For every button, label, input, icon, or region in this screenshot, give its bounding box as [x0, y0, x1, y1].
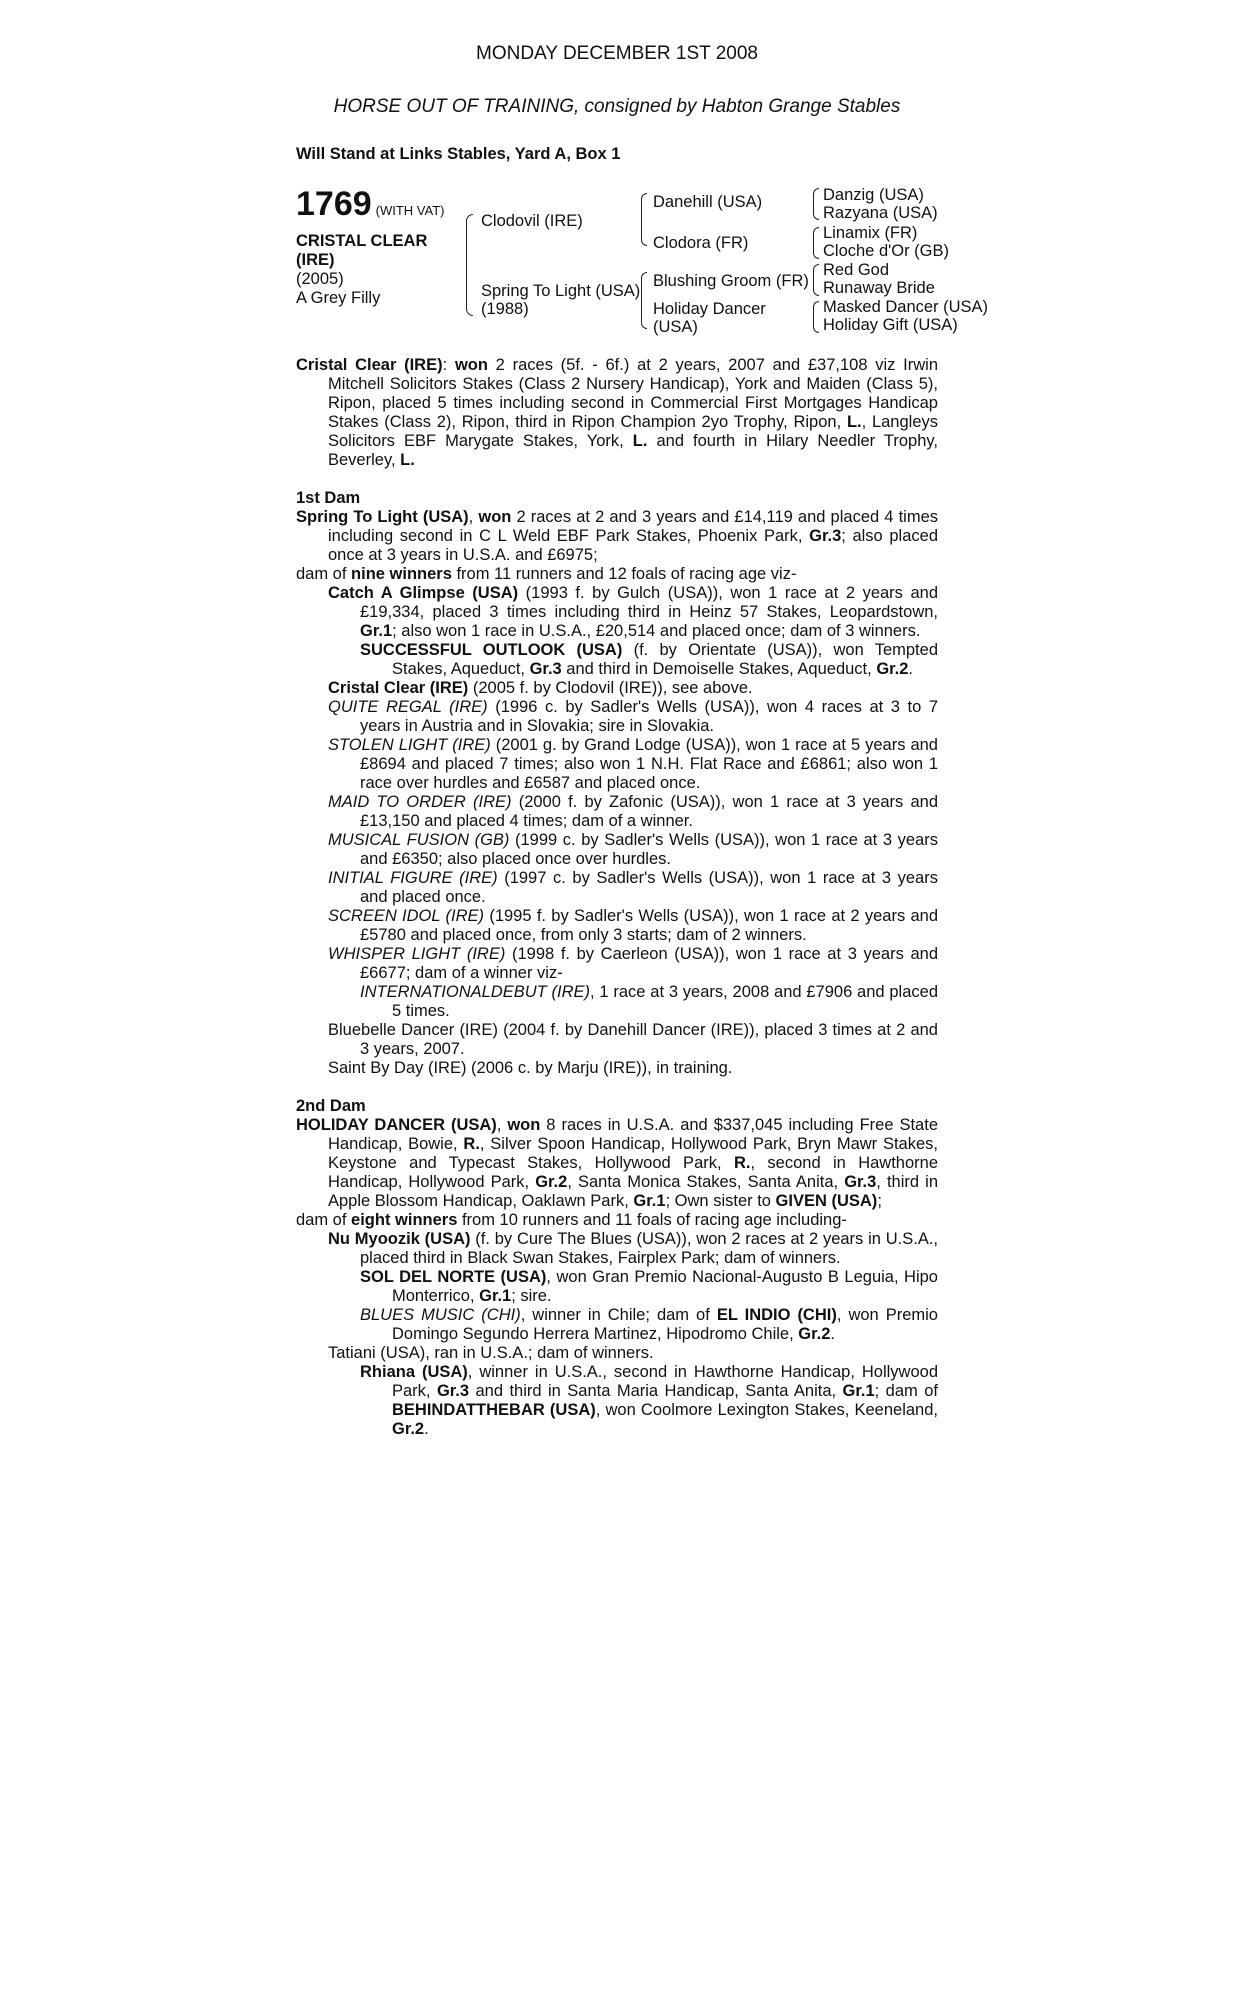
sister-name: GIVEN (USA) [775, 1192, 878, 1210]
record-text1: 2 races (5f. - 6f.) at 2 years, 2007 and £37,108 viz Irwin Mitchell Solicitors Stakes (Class 2 Nursery Handicap), York and Maiden (Class 5), Ripon, placed 5 times including second in Commercial First Mortgages Handicap Stakes (Class 2), Ripon, third in Ripon Champion 2yo Trophy, Ripon, [328, 356, 938, 431]
produce-entry [360, 1268, 938, 1306]
horse-name-line2: (IRE) [296, 251, 335, 269]
produce-text: . [424, 1420, 429, 1438]
produce-name: MUSICAL FUSION (GB) [328, 831, 510, 849]
record-text: 8 races in U.S.A. and $337,045 including Free State Handicap, Bowie, [328, 1116, 938, 1153]
produce-entry [360, 983, 938, 1021]
pedigree-sds: Linamix (FR) [823, 224, 918, 242]
produce-entry: Saint By Day (IRE) (2006 c. by Marju (IRE)), in training. [328, 1059, 733, 1077]
second-dam-won: won [507, 1116, 541, 1134]
second-dam-record: HOLIDAY DANCER (USA), won 8 races in U.S.A. and $337,045 including Free State Handicap, Bowie, R., Silver Spoon Handicap, Hollywood Park, Bryn Mawr Stakes, Keystone and Typecast Stakes, Hollywood Park, R., second in Hawthorne Handicap, Hollywood Park, Gr.2, Santa Monica Stakes, Santa Anita, Gr.3, third in Apple Blossom Handicap, Oaklawn Park, Gr.1; Own sister to GIVEN (USA); [296, 1116, 939, 1210]
produce-name: Cristal Clear (IRE) [328, 679, 469, 697]
restricted-mark: R. [733, 1154, 751, 1172]
record-text: , Santa Monica Stakes, Santa Anita, [567, 1173, 845, 1191]
produce-entry [360, 1363, 938, 1439]
listed-mark: L. [846, 413, 862, 431]
produce-entry [328, 793, 938, 831]
produce-text: , won Gran Premio Nacional-Augusto B Leguia, Hipo Monterrico, [392, 1268, 938, 1305]
produce-text: (2005 f. by Clodovil (IRE)), see above. [468, 679, 753, 697]
brace-sire-side [641, 193, 647, 246]
stabling-line: Will Stand at Links Stables, Yard A, Box 1 [296, 145, 621, 163]
vat-note: (WITH VAT) [375, 203, 445, 218]
produce-name: STOLEN LIGHT (IRE) [328, 736, 491, 754]
record-text3: and fourth in Hilary Needler Trophy, Beverley, [328, 432, 938, 469]
record-text: , third in Apple Blossom Handicap, Oaklawn Park, [328, 1173, 939, 1210]
group-mark: Gr.2 [535, 1173, 568, 1191]
second-dam-name: HOLIDAY DANCER (USA) [296, 1116, 497, 1134]
produce-text: , won Coolmore Lexington Stakes, Keeneland, [595, 1401, 938, 1419]
pedigree-ddd: Holiday Gift (USA) [823, 316, 958, 334]
produce-name: QUITE REGAL (IRE) [328, 698, 488, 716]
produce-name: Rhiana (USA) [360, 1363, 468, 1381]
group-mark: Gr.2 [392, 1420, 425, 1438]
produce-entry [328, 907, 938, 945]
produce-text: (2001 g. by Grand Lodge (USA)), won 1 race at 5 years and £8694 and placed 7 times; also won 1 N.H. Flat Race and £6861; also won 1 race over hurdles and £6587 and placed once. [360, 736, 938, 792]
first-dam-text2: ; also placed once at 3 years in U.S.A. and £6975; [328, 527, 938, 564]
consignment-line: HORSE OUT OF TRAINING, consigned by Habton Grange Stables [333, 96, 901, 117]
group-mark: Gr.1 [633, 1192, 666, 1210]
first-dam-name: Spring To Light (USA) [296, 508, 469, 526]
first-dam-won: won [478, 508, 512, 526]
pedigree-dds: Masked Dancer (USA) [823, 298, 989, 316]
produce-text: (1999 c. by Sadler's Wells (USA)), won 1 race at 3 years and £6350; also placed once over hurdles. [360, 831, 938, 868]
produce-entry [328, 736, 938, 793]
produce-entry [360, 1306, 938, 1344]
horse-description: A Grey Filly [296, 289, 381, 307]
pedigree-dam-line1: Spring To Light (USA) [481, 282, 641, 300]
winners-count: eight winners [351, 1211, 458, 1229]
pedigree-sdd: Cloche d'Or (GB) [823, 242, 950, 260]
second-dam-heading: 2nd Dam [296, 1097, 366, 1115]
group-mark: Gr.3 [809, 527, 842, 545]
dam-of-post: from 10 runners and 11 foals of racing age including- [457, 1211, 847, 1229]
group-mark: Gr.1 [360, 622, 393, 640]
brace-g3-3 [813, 264, 819, 296]
record-won: won [454, 356, 488, 374]
produce-text: , 1 race at 3 years, 2008 and £7906 and placed 5 times. [392, 983, 938, 1020]
produce-text: , winner in Chile; dam of [520, 1306, 717, 1324]
record-horse-name: Cristal Clear (IRE) [296, 356, 443, 374]
produce-text: . [830, 1325, 835, 1343]
lot-number: 1769 [296, 185, 372, 223]
listed-mark: L. [400, 451, 415, 469]
produce-name: SUCCESSFUL OUTLOOK (USA) [360, 641, 623, 659]
produce-name: WHISPER LIGHT (IRE) [328, 945, 506, 963]
produce-text: (1996 c. by Sadler's Wells (USA)), won 4 races at 3 to 7 years in Austria and in Slovakia; sire in Slovakia. [360, 698, 938, 735]
sale-date: MONDAY DECEMBER 1ST 2008 [476, 43, 758, 64]
produce-name: INTERNATIONALDEBUT (IRE) [360, 983, 591, 1001]
produce-name: SOL DEL NORTE (USA) [360, 1268, 547, 1286]
catalogue-body [296, 356, 938, 1439]
group-mark: Gr.3 [436, 1382, 470, 1400]
produce-text: (1995 f. by Sadler's Wells (USA)), won 1 race at 2 years and £5780 and placed once, from only 3 starts; dam of 2 winners. [360, 907, 939, 944]
pedigree-dss: Red God [823, 261, 890, 279]
produce-entry [360, 641, 938, 679]
produce-name: BEHINDATTHEBAR (USA) [392, 1401, 596, 1419]
produce-name: SCREEN IDOL (IRE) [328, 907, 485, 925]
lot-number-line [296, 187, 456, 228]
pedigree-sss: Danzig (USA) [823, 186, 924, 204]
pedigree-sire-dam: Clodora (FR) [653, 234, 749, 252]
produce-text: , winner in U.S.A., second in Hawthorne Handicap, Hollywood Park, [392, 1363, 938, 1400]
brace-g3-1 [813, 188, 819, 220]
group-mark: Gr.1 [842, 1382, 875, 1400]
group-mark: Gr.1 [479, 1287, 512, 1305]
produce-entry [328, 1230, 938, 1268]
record-text: ; Own sister to [665, 1192, 776, 1210]
brace-dam-side [641, 272, 647, 329]
record-text: , second in Hawthorne Handicap, Hollywood Park, [328, 1154, 938, 1191]
first-dam-produce-summary [296, 565, 938, 584]
record-text: ; [877, 1192, 882, 1210]
produce-entry [328, 945, 938, 983]
produce-text: (f. by Cure The Blues (USA)), won 2 races at 2 years in U.S.A., placed third in Black Swan Stakes, Fairplex Park; dam of winners. [360, 1230, 938, 1267]
produce-entry: Bluebelle Dancer (IRE) (2004 f. by Danehill Dancer (IRE)), placed 3 times at 2 and 3 years, 2007. [328, 1021, 938, 1058]
pedigree-dam-sire: Blushing Groom (FR) [653, 272, 809, 290]
produce-entry [328, 698, 938, 736]
produce-text: (1993 f. by Gulch (USA)), won 1 race at 2 years and £19,334, placed 3 times including third in Heinz 57 Stakes, Leopardstown, [360, 584, 938, 621]
produce-text: (1997 c. by Sadler's Wells (USA)), won 1 race at 3 years and placed once. [360, 869, 938, 906]
produce-entry [328, 869, 938, 907]
produce-name: INITIAL FIGURE (IRE) [328, 869, 498, 887]
pedigree-dam-dam-line2: (USA) [653, 318, 698, 336]
dam-of-post: from 11 runners and 12 foals of racing age viz- [451, 565, 797, 583]
listed-mark: L. [632, 432, 648, 450]
produce-text: , won Premio Domingo Segundo Herrera Martinez, Hipodromo Chile, [392, 1306, 938, 1343]
horse-name-line1: CRISTAL CLEAR [296, 232, 428, 250]
dam-of-pre: dam of [296, 565, 352, 583]
produce-text: ; dam of [874, 1382, 938, 1400]
pedigree-dam-dam-line1: Holiday Dancer [653, 300, 766, 318]
brace-g3-2 [813, 227, 819, 259]
produce-text: (f. by Orientate (USA)), won Tempted Stakes, Aqueduct, [392, 641, 938, 678]
produce-name: BLUES MUSIC (CHI) [360, 1306, 521, 1324]
brace-g3-4 [813, 301, 819, 333]
produce-entry [328, 831, 938, 869]
restricted-mark: R. [463, 1135, 480, 1153]
produce-name: MAID TO ORDER (IRE) [328, 793, 512, 811]
second-dam-produce-summary [296, 1211, 938, 1230]
foaling-year: (2005) [296, 270, 344, 288]
record-text: , Silver Spoon Handicap, Hollywood Park, Bryn Mawr Stakes, Keystone and Typecast Stakes, Hollywood Park, [328, 1135, 938, 1172]
first-dam-record: Spring To Light (USA), won 2 races at 2 and 3 years and £14,119 and placed 4 times including second in C L Weld EBF Park Stakes, Phoenix Park, Gr.3; also placed once at 3 years in U.S.A. and £6975; [296, 508, 939, 564]
produce-text: (2000 f. by Zafonic (USA)), won 1 race at 3 years and £13,150 and placed 4 times; dam of a winner. [360, 793, 938, 830]
record-text2: , Langleys Solicitors EBF Marygate Stakes, York, [328, 413, 939, 450]
produce-entry: Tatiani (USA), ran in U.S.A.; dam of winners. [328, 1344, 654, 1362]
group-mark: Gr.3 [844, 1173, 877, 1191]
produce-text: and third in Santa Maria Handicap, Santa Anita, [469, 1382, 843, 1400]
produce-text: ; also won 1 race in U.S.A., £20,514 and placed once; dam of 3 winners. [392, 622, 921, 640]
produce-text: and third in Demoiselle Stakes, Aqueduct, [561, 660, 877, 678]
produce-name: Nu Myoozik (USA) [328, 1230, 471, 1248]
pedigree-ssd: Razyana (USA) [823, 204, 938, 222]
produce-entry [328, 584, 938, 641]
first-dam-heading: 1st Dam [296, 489, 361, 507]
winners-count: nine winners [351, 565, 452, 583]
produce-name: Catch A Glimpse (USA) [328, 584, 519, 602]
pedigree-dam-line2: (1988) [481, 300, 529, 318]
pedigree-sire-sire: Danehill (USA) [653, 193, 763, 211]
produce-text: (1998 f. by Caerleon (USA)), won 1 race at 3 years and £6677; dam of a winner viz- [360, 945, 938, 982]
pedigree-dsd: Runaway Bride [823, 279, 935, 297]
lot-block [296, 187, 456, 308]
race-record: Cristal Clear (IRE): won 2 races (5f. - 6f.) at 2 years, 2007 and £37,108 viz Irwin Mitchell Solicitors Stakes (Class 2 Nursery Handicap), York and Maiden (Class 5), Ripon, placed 5 times including second in Commercial First Mortgages Handicap Stakes (Class 2), Ripon, third in Ripon Champion 2yo Trophy, Ripon, L., Langleys Solicitors EBF Marygate Stakes, York, L. and fourth in Hilary Needler Trophy, Beverley, L. [296, 356, 939, 469]
produce-entry [328, 679, 938, 698]
group-mark: Gr.2 [798, 1325, 831, 1343]
group-mark: Gr.3 [529, 660, 562, 678]
first-dam-text1: 2 races at 2 and 3 years and £14,119 and placed 4 times including second in C L Weld EBF Park Stakes, Phoenix Park, [328, 508, 939, 545]
produce-name: EL INDIO (CHI) [716, 1306, 837, 1324]
brace-gen1 [466, 214, 473, 316]
pedigree-sire: Clodovil (IRE) [481, 212, 583, 230]
dam-of-pre: dam of [296, 1211, 352, 1229]
produce-text: ; sire. [511, 1287, 552, 1305]
group-mark: Gr.2 [876, 660, 909, 678]
produce-text: . [908, 660, 914, 678]
